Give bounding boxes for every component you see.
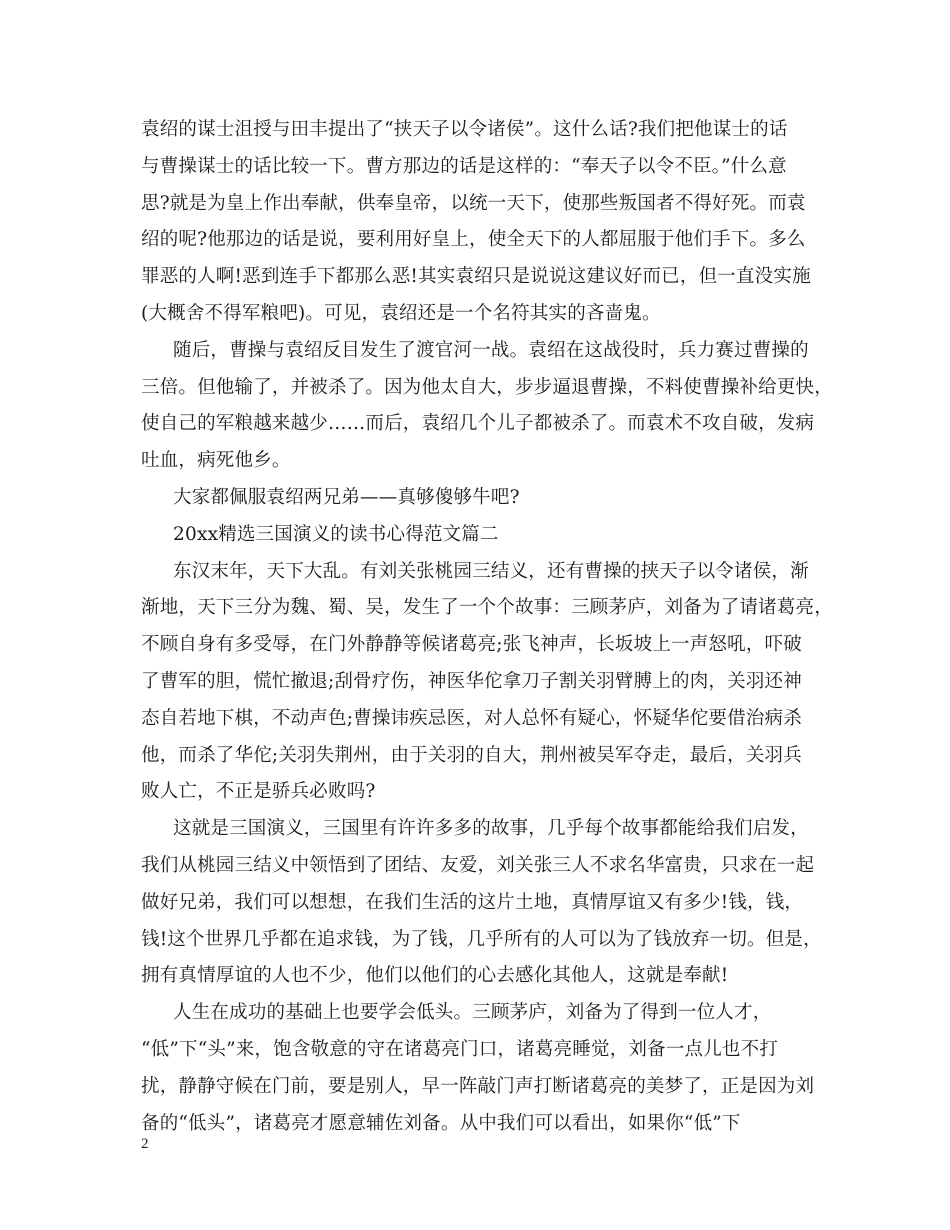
text-line: 钱!这个世界几乎都在追求钱，为了钱，几乎所有的人可以为了钱放弃一切。但是， — [141, 928, 822, 950]
text-line: “低”下“头”来，饱含敬意的守在诸葛亮门口，诸葛亮睡觉，刘备一点儿也不打 — [141, 1038, 779, 1060]
text-line: 渐地，天下三分为魏、蜀、吴，发生了一个个故事：三顾茅庐，刘备为了请诸葛亮， — [141, 597, 833, 619]
paragraph-start-line: 大家都佩服袁绍两兄弟——真够傻够牛吧? — [173, 486, 520, 508]
text-line: 他，而杀了华佗;关羽失荆州，由于关羽的自大，荆州被吴军夺走，最后，关羽兵 — [141, 744, 802, 766]
paragraph-start-line: 人生在成功的基础上也要学会低头。三顾茅庐，刘备为了得到一位人才， — [173, 1002, 772, 1024]
paragraph-start-line: 这就是三国演义，三国里有许许多多的故事，几乎每个故事都能给我们启发， — [173, 818, 809, 840]
text-line: 扰，静静守候在门前，要是别人，早一阵敲门声打断诸葛亮的美梦了，正是因为刘 — [141, 1075, 815, 1097]
text-line: (大概舍不得军粮吧)。可见，袁绍还是一个名符其实的吝啬鬼。 — [141, 302, 661, 324]
text-line: 使自己的军粮越来越少……而后，袁绍几个儿子都被杀了。而袁术不攻自破，发病 — [141, 413, 815, 435]
text-line: 做好兄弟，我们可以想想，在我们生活的这片土地，真情厚谊又有多少!钱，钱， — [141, 891, 804, 913]
paragraph-start-line: 东汉末年，天下大乱。有刘关张桃园三结义，还有曹操的挟天子以令诸侯，渐 — [173, 560, 809, 582]
text-line: 了曹军的胆，慌忙撤退;刮骨疗伤，神医华佗拿刀子割关羽臂膊上的肉，关羽还神 — [141, 670, 802, 692]
text-line: 拥有真情厚谊的人也不少，他们以他们的心去感化其他人，这就是奉献! — [141, 965, 729, 987]
text-line: 袁绍的谋士沮授与田丰提出了“挟天子以令诸侯”。这什么话?我们把他谋士的话 — [141, 119, 788, 140]
text-line: 吐血，病死他乡。 — [141, 450, 291, 472]
paragraph-start-line: 随后，曹操与袁绍反目发生了渡官河一战。袁绍在这战役时，兵力赛过曹操的 — [173, 339, 809, 361]
document-body — [141, 112, 831, 1142]
text-line: 与曹操谋士的话比较一下。曹方那边的话是这样的：“奉天子以令不臣。”什么意 — [141, 155, 787, 177]
text-line: 罪恶的人啊!恶到连手下都那么恶!其实袁绍只是说说这建议好而已，但一直没实施 — [141, 266, 811, 288]
text-line: 思?就是为皇上作出奉献，供奉皇帝，以统一天下，使那些叛国者不得好死。而袁 — [141, 192, 806, 214]
page-number: 2 — [141, 1136, 149, 1152]
section-heading: 20xx精选三国演义的读书心得范文篇二 — [173, 523, 499, 545]
text-line: 不顾自身有多受辱，在门外静静等候诸葛亮;张飞神声，长坂坡上一声怒吼，吓破 — [141, 634, 802, 656]
text-line: 态自若地下棋，不动声色;曹操讳疾忌医，对人总怀有疑心，怀疑华佗要借治病杀 — [141, 707, 802, 729]
text-line: 三倍。但他输了，并被杀了。因为他太自大，步步逼退曹操，不料使曹操补给更快， — [141, 376, 833, 398]
text-line: 败人亡，不正是骄兵必败吗? — [141, 781, 376, 803]
text-line: 我们从桃园三结义中领悟到了团结、友爱，刘关张三人不求名华富贵，只求在一起 — [141, 854, 815, 876]
text-line: 备的“低头”，诸葛亮才愿意辅佐刘备。从中我们可以看出，如果你“低”下 — [141, 1112, 741, 1134]
text-line: 绍的呢?他那边的话是说，要利用好皇上，使全天下的人都屈服于他们手下。多么 — [141, 229, 806, 251]
